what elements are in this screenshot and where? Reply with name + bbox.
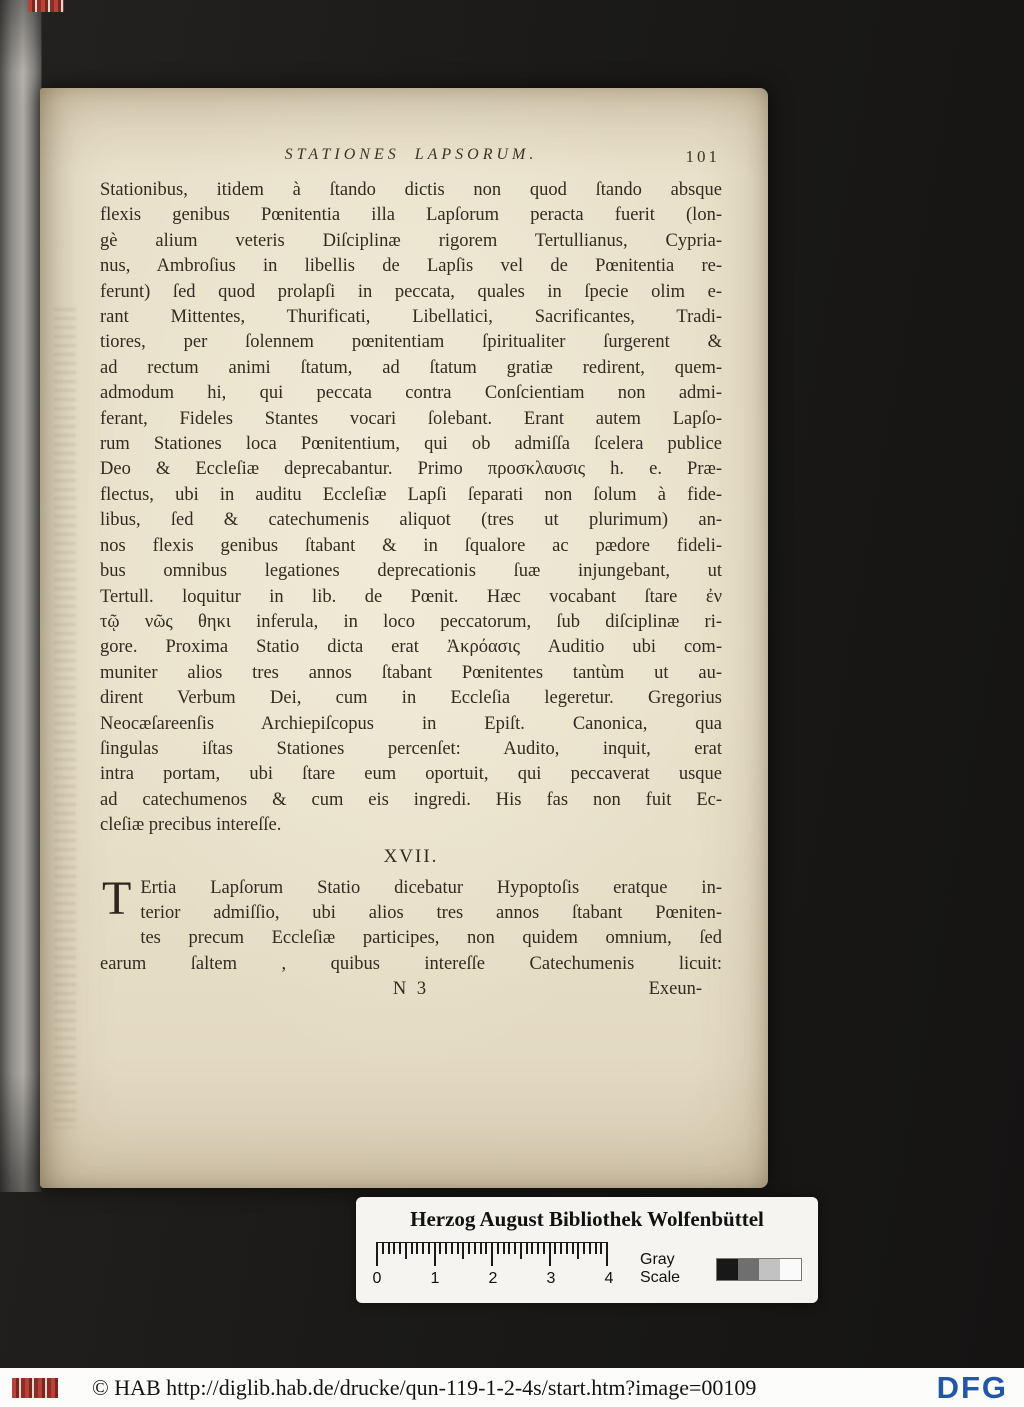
ruler-tick	[543, 1243, 545, 1254]
ruler-tick	[485, 1243, 487, 1254]
ruler-tick	[566, 1243, 568, 1254]
body-text	[100, 178, 722, 839]
ruler-tick	[439, 1243, 441, 1254]
ruler-tick	[474, 1243, 476, 1254]
ruler-tick	[554, 1243, 556, 1254]
gray-swatch	[717, 1259, 738, 1280]
text-line: ſingulas iſtas Stationes percenſet: Audito, inquit, erat	[100, 738, 722, 759]
text-line: Neocæſareenſis Archiepiſcopus in Epiſt. Canonica, qua	[100, 713, 722, 734]
ruler-tick	[388, 1243, 390, 1254]
ruler-number: 1	[430, 1270, 440, 1287]
calibration-mark-top	[28, 0, 64, 12]
running-title: STATIONES LAPSORUM.	[284, 146, 538, 163]
gray-scale-swatches	[716, 1258, 802, 1281]
ruler-tick	[434, 1243, 436, 1266]
ruler-tick	[508, 1243, 510, 1254]
ruler-tick	[411, 1243, 413, 1254]
gray-scale-label: Gray Scale	[640, 1251, 681, 1286]
text-line: tes precum Eccleſiæ participes, non quidem omnium, ſed	[140, 928, 722, 949]
gray-swatch	[738, 1259, 759, 1280]
label-row	[372, 1242, 802, 1290]
ruler-tick	[416, 1243, 418, 1254]
dfg-logo: DFG	[936, 1369, 1008, 1405]
ruler-number: 3	[546, 1270, 556, 1287]
text-line: rant Mittentes, Thurificati, Libellatici, Sacrificantes, Tradi-	[100, 307, 722, 328]
ruler-tick	[560, 1243, 562, 1254]
page-header	[100, 146, 722, 170]
ruler-number: 0	[372, 1270, 382, 1287]
text-line: gore. Proxima Statio dicta erat Ἀκρόασις Auditio ubi com-	[100, 637, 722, 658]
text-line: muniter alios tres annos ſtabant Pœnitentes tantùm ut au-	[100, 662, 722, 683]
ruler-tick	[497, 1243, 499, 1254]
book-page	[40, 88, 768, 1188]
gray-swatch	[759, 1259, 780, 1280]
ruler-tick	[595, 1243, 597, 1254]
ruler-tick	[572, 1243, 574, 1254]
text-line: Tertull. loquitur in lib. de Pœnit. Hæc vocabant ſtare ἐν	[100, 586, 722, 607]
gray-swatch	[780, 1259, 801, 1280]
ruler-tick	[428, 1243, 430, 1254]
text-line: intra portam, ubi ſtare eum oportuit, qui peccaverat usque	[100, 764, 722, 785]
ruler-tick	[480, 1243, 482, 1254]
ruler-tick	[600, 1243, 602, 1254]
ruler-tick	[589, 1243, 591, 1254]
ruler-numbers	[372, 1270, 614, 1290]
text-line: rum Stationes loca Pœnitentium, qui ob admiſſa ſcelera publice	[100, 434, 722, 455]
text-line: libus, ſed & catechumenis aliquot (tres ut plurimum) an-	[100, 510, 722, 531]
text-line: cleſiæ precibus intereſſe.	[100, 815, 282, 836]
ruler-tick	[393, 1243, 395, 1254]
text-line: ferunt) ſed quod prolapſi in peccata, quales in ſpecie olim e-	[100, 281, 722, 302]
text-line: dirent Verbum Dei, cum in Eccleſia legeretur. Gregorius	[100, 688, 722, 709]
verso-bleed-through	[54, 308, 76, 1128]
text-line: Stationibus, itidem à ſtando dictis non quod ſtando absque	[100, 180, 722, 200]
ruler-tick	[468, 1243, 470, 1254]
ruler-ticks	[376, 1242, 608, 1267]
ruler-tick	[503, 1243, 505, 1254]
ruler-tick	[606, 1243, 608, 1266]
text-line: nus, Ambroſius in libellis de Lapſis vel de Pœnitentia re-	[100, 256, 722, 277]
ruler-number: 4	[604, 1270, 614, 1287]
text-line: bus omnibus legationes deprecationis ſuæ injungebant, ut	[100, 561, 722, 582]
ruler-tick	[445, 1243, 447, 1254]
ruler-tick	[382, 1243, 384, 1254]
page-number: 101	[685, 147, 720, 166]
ruler-tick	[583, 1243, 585, 1254]
text-line: Ertia Lapſorum Statio dicebatur Hypoptoſis eratque in-	[140, 877, 722, 898]
catchword: Exeun-	[648, 979, 702, 1000]
ruler-tick	[462, 1243, 464, 1259]
text-line: earum ſaltem , quibus intereſſe Catechumenis licuit:	[100, 953, 722, 974]
drop-cap: T	[102, 871, 132, 925]
text-line: ferant, Fideles Stantes vocari ſolebant. Erant autem Lapſo-	[100, 408, 722, 429]
ruler-tick	[531, 1243, 533, 1254]
book-page-edges	[0, 0, 42, 1192]
library-name: Herzog August Bibliothek Wolfenbüttel	[410, 1207, 764, 1231]
ruler	[372, 1242, 614, 1290]
library-label	[356, 1197, 818, 1303]
text-line: τῷ νῶς θηκι inferula, in loco peccatorum, ſub diſciplinæ ri-	[100, 611, 722, 632]
signature-line	[100, 979, 722, 1007]
text-line: ad rectum animi ſtatum, ad ſtatum gratiæ redirent, quem-	[100, 357, 722, 378]
ruler-tick	[376, 1243, 378, 1266]
ruler-tick	[514, 1243, 516, 1254]
paragraph-2	[100, 871, 722, 978]
section-heading: XVII.	[383, 845, 439, 867]
ruler-number: 2	[488, 1270, 498, 1287]
ruler-tick	[405, 1243, 407, 1259]
ruler-tick	[491, 1243, 493, 1266]
ruler-tick	[399, 1243, 401, 1254]
text-line: flexis genibus Pœnitentia illa Lapſorum peracta fuerit (lon-	[100, 205, 722, 226]
text-line: tiores, per ſolennem pœnitentiam ſpiritualiter ſurgerent &	[100, 332, 722, 353]
text-line: gè alium veteris Diſciplinæ rigorem Tertullianus, Cypria-	[100, 230, 722, 251]
calibration-mark-footer	[12, 1378, 58, 1398]
text-line: terior admiſſio, ubi alios tres annos ſtabant Pœniten-	[140, 902, 722, 923]
text-line: Deo & Eccleſiæ deprecabantur. Primo προσκλαυσις h. e. Præ-	[100, 459, 722, 480]
ruler-tick	[537, 1243, 539, 1254]
text-line: flectus, ubi in auditu Eccleſiæ Lapſi ſeparati non ſolum à fide-	[100, 484, 722, 505]
gray-scale	[640, 1251, 802, 1287]
text-line: nos flexis genibus ſtabant & in ſqualore ac pædore fideli-	[100, 535, 722, 556]
ruler-tick	[422, 1243, 424, 1254]
ruler-tick	[520, 1243, 522, 1259]
ruler-tick	[451, 1243, 453, 1254]
signature-mark: N 3	[392, 979, 430, 1000]
ruler-tick	[549, 1243, 551, 1266]
ruler-tick	[577, 1243, 579, 1259]
ruler-tick	[526, 1243, 528, 1254]
ruler-tick	[457, 1243, 459, 1254]
footer-bar	[0, 1368, 1024, 1407]
text-line: ad catechumenos & cum eis ingredi. His fas non fuit Ec-	[100, 789, 722, 810]
source-url: © HAB http://diglib.hab.de/drucke/qun-119-1-2-4s/start.htm?image=00109	[92, 1374, 757, 1400]
paragraph-2-lines	[100, 871, 722, 978]
text-line: admodum hi, qui peccata contra Conſcientiam non admi-	[100, 383, 722, 404]
